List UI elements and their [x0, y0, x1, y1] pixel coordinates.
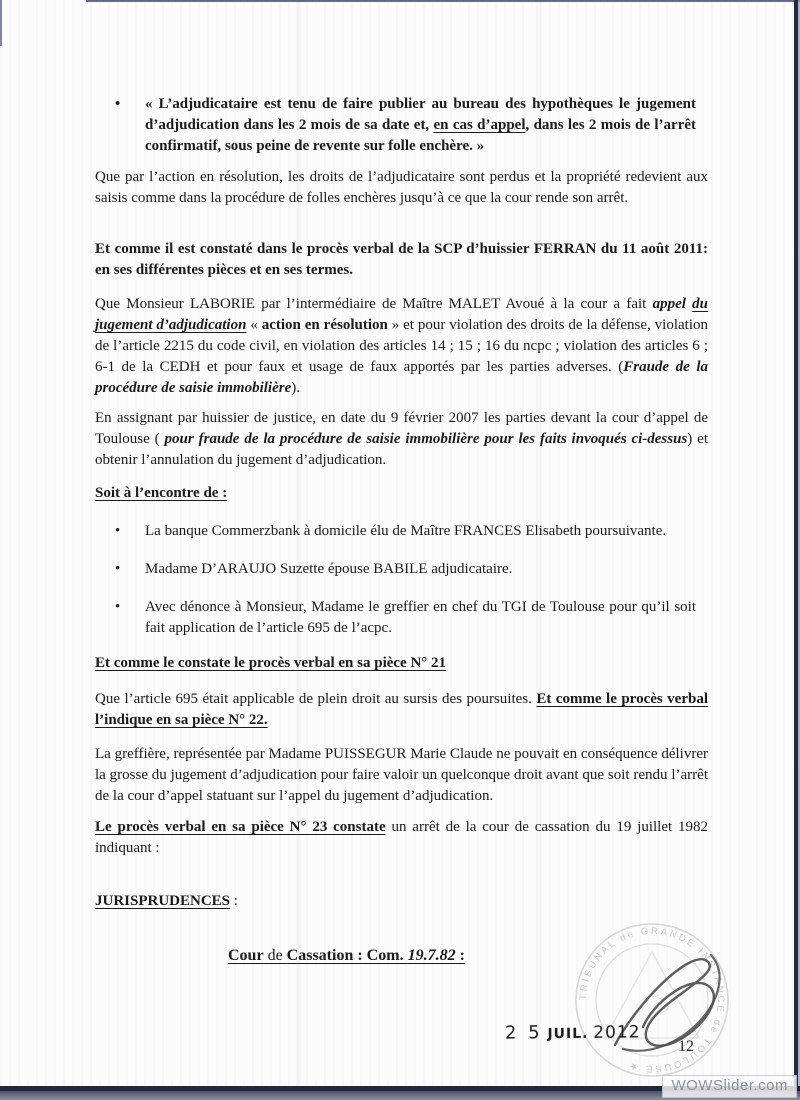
list-item	[115, 521, 696, 542]
text-seg: «	[246, 317, 262, 333]
heading-date-seg: 19.7.82	[407, 947, 456, 964]
quote-seg: , dans les 2 mois de l’arrêt confirmatif, sous peine de revente sur folle enchère. »	[145, 117, 697, 154]
scan-edge-left	[0, 0, 2, 46]
bold-italic-seg: appel	[652, 296, 693, 312]
bold-italic-seg: Fraude de la procédure de saisie immobilière	[95, 359, 709, 396]
bullet-icon: •	[115, 561, 121, 577]
date-stamp-month: JUIL.	[547, 1025, 589, 1043]
quote-underlined-seg: en cas d’appel	[433, 117, 526, 133]
paragraph	[95, 689, 708, 731]
paragraph	[95, 294, 708, 399]
quote-text	[145, 94, 696, 157]
text-seg: » et pour violation des droits de la défense, violation de l’article 2215 du code civil, en violation des articles 14 ; 15 ; 16 du ncpc ; violation des articles 6 ; 6-1 de la CEDH et pour faux et usage de faux apportés par les parties adverses. (	[95, 317, 708, 375]
bold-underlined-seg: Et comme le procès verbal l’indique en sa pièce N° 22.	[95, 691, 709, 728]
jurisprudences-heading	[95, 891, 708, 912]
text-seg: :	[230, 893, 238, 909]
text-seg: En assignant par huissier de justice, en date du 9 février 2007 les parties devant la cour d’appel de Toulouse (	[95, 410, 708, 447]
heading-seg: Cour	[228, 947, 264, 964]
seal-ring-text: TRIBUNAL de GRANDE INSTANCE de TOULOUSE ★	[577, 925, 727, 1075]
bullet-icon: •	[115, 599, 121, 615]
date-stamp	[505, 1021, 641, 1045]
heading-seg: Cassation : Com.	[286, 947, 408, 964]
text-seg: Que l’article 695 était applicable de plein droit au sursis des poursuites.	[95, 691, 537, 707]
bullet-icon: •	[115, 523, 121, 539]
list-item	[115, 559, 696, 580]
quote-seg: « L’adjudicataire est tenu de faire publier au bureau des hypothèques le jugement d’adjudication dans les 2 mois de sa date et,	[145, 96, 696, 133]
bold-italic-underlined-seg: du jugement d’adjudication	[95, 296, 708, 333]
paragraph: Que par l’action en résolution, les droits de l’adjudicataire sont perdus et la propriété redevient aux saisis comme dans la procédure de folles enchères jusqu’à ce que la cour rende son arrêt.	[95, 169, 708, 206]
paragraph	[95, 408, 708, 471]
scan-edge-top	[86, 0, 800, 2]
heading-seg: de	[263, 947, 287, 964]
heading-seg: :	[455, 947, 465, 964]
text-seg: ) et obtenir l’annulation du jugement d’adjudication.	[95, 431, 708, 468]
text-seg: ).	[291, 380, 300, 396]
date-stamp-year: 2012	[593, 1022, 641, 1043]
text-seg: un arrêt de la cour de cassation du 19 juillet 1982 indiquant :	[95, 819, 708, 856]
signature	[593, 933, 758, 1068]
section-heading: Soit à l’encontre de :	[95, 485, 228, 501]
date-stamp-day: 2 5	[504, 1022, 543, 1044]
bold-seg: action en résolution	[261, 317, 388, 333]
text-seg: Que Monsieur LABORIE par l’intermédiaire de Maître MALET Avoué à la cour a fait	[95, 296, 653, 312]
list-item-text: Madame D’ARAUJO Suzette épouse BABILE adjudicataire.	[145, 561, 513, 577]
page-number: 12	[678, 1038, 694, 1055]
wowslider-watermark-link[interactable]: WOWSlider.com	[662, 1075, 797, 1098]
bold-italic-seg: pour fraude de la procédure de saisie immobilière pour les faits invoqués ci-dessus	[164, 431, 688, 447]
paragraph: La greffière, représentée par Madame PUISSEGUR Marie Claude ne pouvait en conséquence délivrer la grosse du jugement d’adjudication pour faire valoir un quelconque droit avant que soit rendu l’arrêt de la cour d’appel statuant sur l’appel du jugement d’adjudication.	[95, 746, 708, 804]
section-heading: Et comme le constate le procès verbal en sa pièce N° 21	[95, 655, 447, 671]
bullet-icon: •	[115, 96, 121, 112]
bold-underlined-seg: Le procès verbal en sa pièce N° 23 constate	[95, 819, 386, 835]
cassation-heading	[228, 945, 465, 966]
heading-underlined-seg: JURISPRUDENCES	[95, 893, 231, 909]
list-item-text: La banque Commerzbank à domicile élu de Maître FRANCES Elisabeth poursuivante.	[145, 523, 667, 539]
quote-block	[115, 94, 696, 157]
paragraph	[95, 817, 708, 859]
bold-paragraph: Et comme il est constaté dans le procès verbal de la SCP d’huissier FERRAN du 11 août 2011: en ses différentes pièces et en ses termes.	[95, 241, 708, 278]
list-item-text: Avec dénonce à Monsieur, Madame le greffier en chef du TGI de Toulouse pour qu’il soit fait application de l’article 695 de l’acpc.	[145, 599, 696, 636]
list-item	[115, 597, 696, 639]
